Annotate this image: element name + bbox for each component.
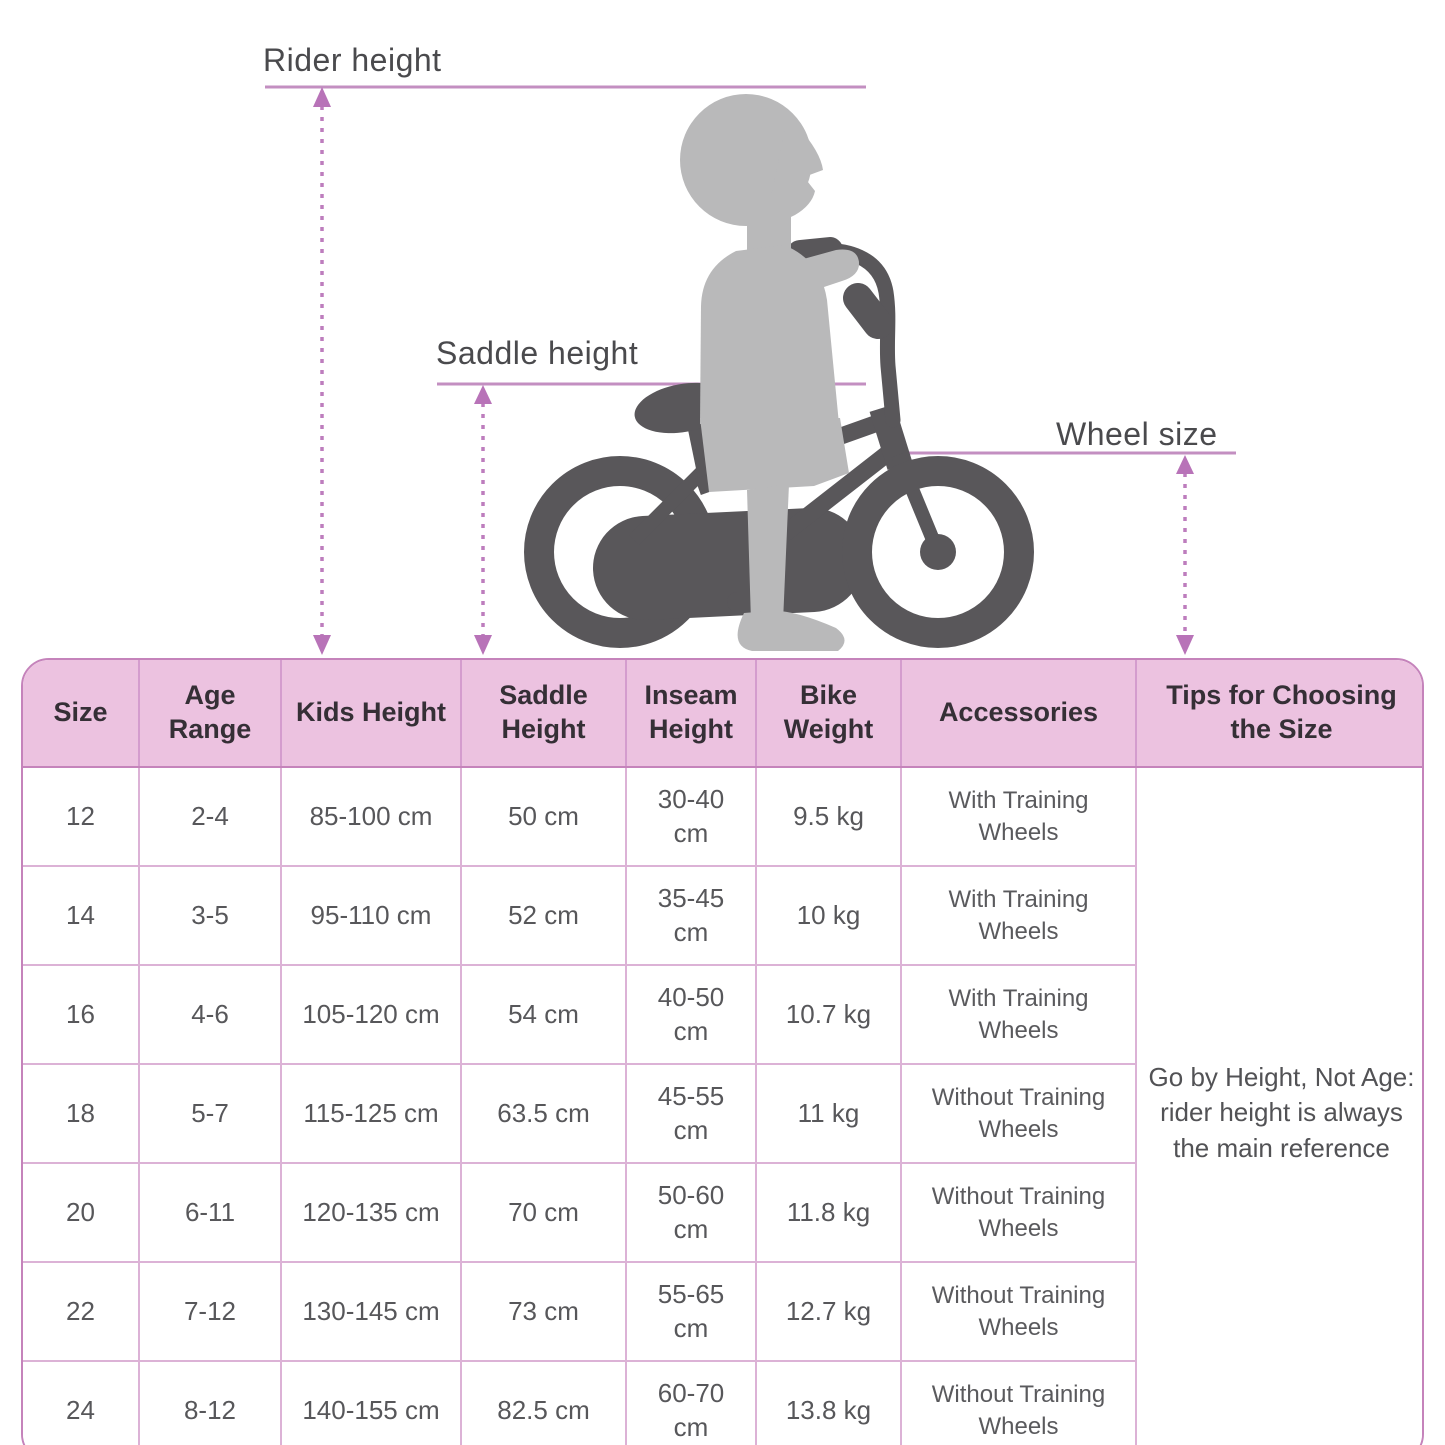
table-cell: 10 kg <box>756 866 901 965</box>
table-cell: 50-60 cm <box>626 1163 756 1262</box>
table-cell: 9.5 kg <box>756 767 901 866</box>
header-saddle-height: Saddle Height <box>461 660 626 767</box>
arrowhead-up <box>1176 455 1194 474</box>
header-kids-height: Kids Height <box>281 660 461 767</box>
table-cell: 20 <box>23 1163 139 1262</box>
table-cell: 54 cm <box>461 965 626 1064</box>
table-cell: 11.8 kg <box>756 1163 901 1262</box>
header-size: Size <box>23 660 139 767</box>
hand <box>833 251 859 277</box>
table-cell: 11 kg <box>756 1064 901 1163</box>
leg <box>747 484 789 622</box>
table-cell: 8-12 <box>139 1361 281 1445</box>
table-cell: 3-5 <box>139 866 281 965</box>
table-cell: Without Training Wheels <box>901 1064 1136 1163</box>
saddle-height-label: Saddle height <box>436 335 639 371</box>
shoe <box>738 611 845 651</box>
handlebar-grip <box>800 250 830 253</box>
table-cell: 73 cm <box>461 1262 626 1361</box>
table-cell: 13.8 kg <box>756 1361 901 1445</box>
table-cell: 52 cm <box>461 866 626 965</box>
arrowhead-down <box>474 635 492 655</box>
table-cell: 14 <box>23 866 139 965</box>
table-cell: Without Training Wheels <box>901 1361 1136 1445</box>
arrowhead-up <box>313 87 331 107</box>
table-cell: Without Training Wheels <box>901 1262 1136 1361</box>
table-cell: 55-65 cm <box>626 1262 756 1361</box>
wheel-size-arrow <box>1176 455 1194 655</box>
arrowhead-up <box>474 385 492 404</box>
table-cell: 22 <box>23 1262 139 1361</box>
table-cell: 5-7 <box>139 1064 281 1163</box>
header-bike-weight: Bike Weight <box>756 660 901 767</box>
table-cell: 130-145 cm <box>281 1262 461 1361</box>
table-cell: 30-40 cm <box>626 767 756 866</box>
tips-cell: Go by Height, Not Age: rider height is always the main reference <box>1136 767 1424 1445</box>
table-cell: 12 <box>23 767 139 866</box>
size-table-header <box>23 660 1424 767</box>
table-cell: 50 cm <box>461 767 626 866</box>
rider-height-arrow <box>313 87 331 655</box>
arrowhead-down <box>1176 635 1194 655</box>
table-cell: 35-45 cm <box>626 866 756 965</box>
rider-height-label: Rider height <box>263 42 442 78</box>
size-table <box>23 660 1424 1445</box>
table-cell: 4-6 <box>139 965 281 1064</box>
table-cell: With Training Wheels <box>901 965 1136 1064</box>
table-cell: 105-120 cm <box>281 965 461 1064</box>
table-cell: With Training Wheels <box>901 767 1136 866</box>
saddle-height-arrow <box>474 385 492 655</box>
table-cell: Without Training Wheels <box>901 1163 1136 1262</box>
size-table-body <box>23 767 1424 1445</box>
table-cell: 7-12 <box>139 1262 281 1361</box>
chain-guard <box>645 560 812 568</box>
kid-and-bike-illustration <box>0 0 1445 660</box>
table-cell: 63.5 cm <box>461 1064 626 1163</box>
table-cell: With Training Wheels <box>901 866 1136 965</box>
table-cell: 24 <box>23 1361 139 1445</box>
table-cell: 115-125 cm <box>281 1064 461 1163</box>
table-cell: 140-155 cm <box>281 1361 461 1445</box>
header-row <box>23 660 1424 767</box>
table-cell: 10.7 kg <box>756 965 901 1064</box>
table-row <box>23 767 1424 866</box>
table-cell: 6-11 <box>139 1163 281 1262</box>
header-age-range: Age Range <box>139 660 281 767</box>
shorts <box>700 418 849 492</box>
table-cell: 70 cm <box>461 1163 626 1262</box>
table-cell: 40-50 cm <box>626 965 756 1064</box>
table-cell: 18 <box>23 1064 139 1163</box>
front-hub <box>920 534 956 570</box>
table-cell: 85-100 cm <box>281 767 461 866</box>
header-inseam-height: Inseam Height <box>626 660 756 767</box>
stem-clamp <box>858 298 878 324</box>
table-cell: 120-135 cm <box>281 1163 461 1262</box>
table-cell: 95-110 cm <box>281 866 461 965</box>
size-table-container <box>21 658 1424 1445</box>
table-cell: 60-70 cm <box>626 1361 756 1445</box>
table-cell: 12.7 kg <box>756 1262 901 1361</box>
table-cell: 82.5 cm <box>461 1361 626 1445</box>
table-cell: 45-55 cm <box>626 1064 756 1163</box>
header-accessories: Accessories <box>901 660 1136 767</box>
arrowhead-down <box>313 635 331 655</box>
wheel-size-label: Wheel size <box>1056 416 1218 452</box>
table-cell: 2-4 <box>139 767 281 866</box>
table-cell: 16 <box>23 965 139 1064</box>
header-tips: Tips for Choosing the Size <box>1136 660 1424 767</box>
